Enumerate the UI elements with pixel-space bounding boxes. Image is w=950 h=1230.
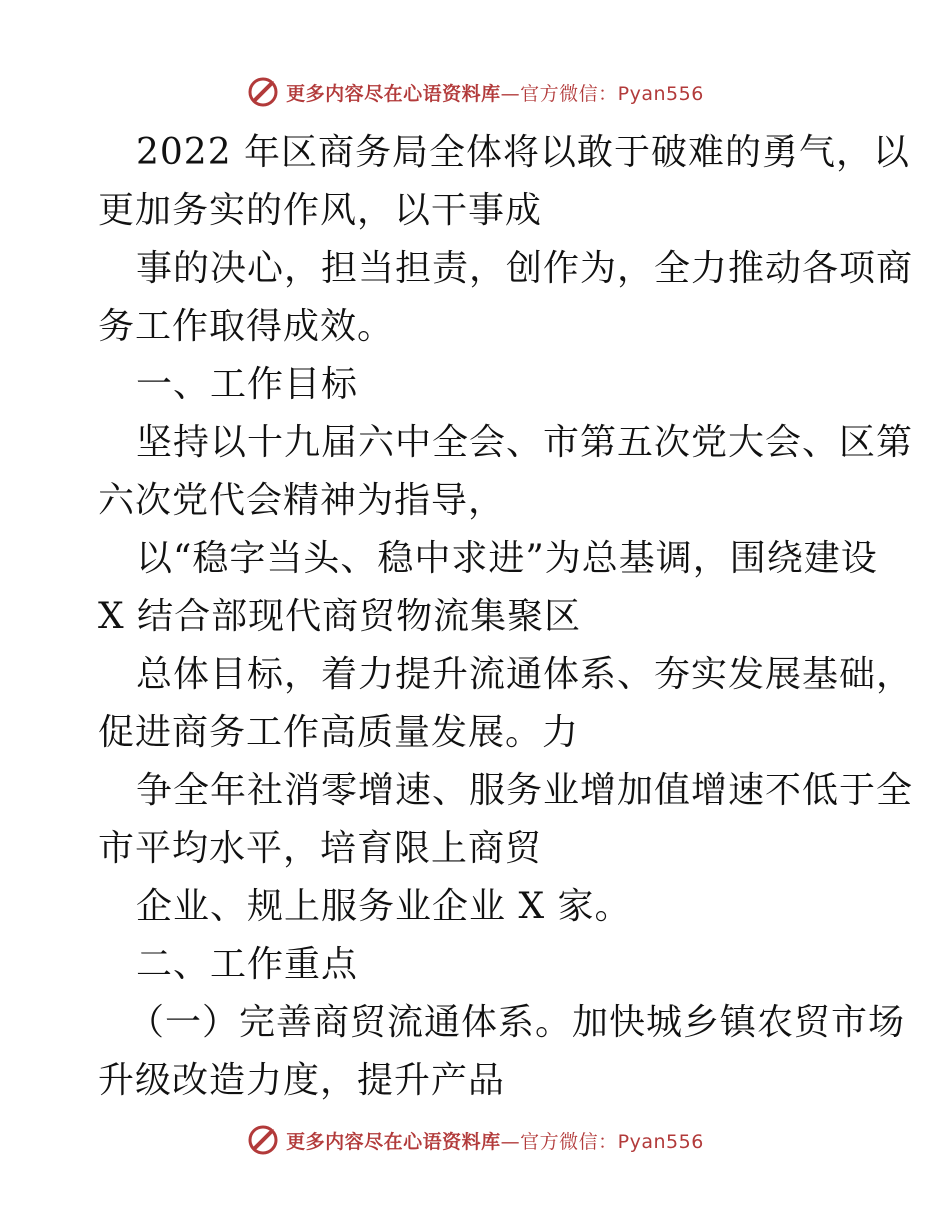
text-line: 务工作取得成效。 [98,306,395,347]
watermark-main: 更多内容尽在心语资料库 [286,1130,501,1153]
text-line: （一）完善商贸流通体系。加快城乡镇农贸市场 [128,1002,906,1043]
watermark-suffix: 官方微信：Pyan556 [520,1130,704,1153]
header-watermark [0,72,950,112]
text-line: 总体目标，着力提升流通体系、夯实发展基础， [136,654,914,695]
text-line: 以“稳字当头、稳中求进”为总基调，围绕建设 [136,538,878,579]
pen-logo-icon [246,1123,280,1157]
text-line: 坚持以十九届六中全会、市第五次党大会、区第 [136,422,914,463]
watermark-dash: — [500,1130,521,1153]
text-line: X 结合部现代商贸物流集聚区 [98,596,582,637]
text-line: 一、工作目标 [136,364,359,405]
text-line: 市平均水平，培育限上商贸 [98,828,543,869]
text-line: 2022 年区商务局全体将以敢于破难的勇气，以 [136,132,911,173]
text-line: 争全年社消零增速、服务业增加值增速不低于全 [136,770,914,811]
paragraph [98,878,858,936]
paragraph [98,414,914,530]
paragraph [98,240,914,356]
paragraph [98,646,914,762]
text-line: 企业、规上服务业企业 X 家。 [136,886,632,927]
paragraph [98,994,906,1110]
pen-logo-icon [246,75,280,109]
watermark-main: 更多内容尽在心语资料库 [286,82,501,105]
watermark-dash: — [500,82,521,105]
text-line: 事的决心，担当担责，创作为，全力推动各项商 [136,248,914,289]
watermark-text [286,1127,704,1154]
text-line: 升级改造力度，提升产品 [98,1060,506,1101]
section-heading [98,356,858,414]
document-body [98,124,914,1110]
watermark-suffix: 官方微信：Pyan556 [520,82,704,105]
paragraph [98,762,914,878]
paragraph [98,124,911,240]
section-heading [98,936,858,994]
footer-watermark [0,1120,950,1160]
text-line: 促进商务工作高质量发展。力 [98,712,580,753]
text-line: 六次党代会精神为指导， [98,480,506,521]
paragraph [98,530,878,646]
text-line: 二、工作重点 [136,944,359,985]
watermark-text [286,79,704,106]
text-line: 更加务实的作风，以干事成 [98,190,543,231]
